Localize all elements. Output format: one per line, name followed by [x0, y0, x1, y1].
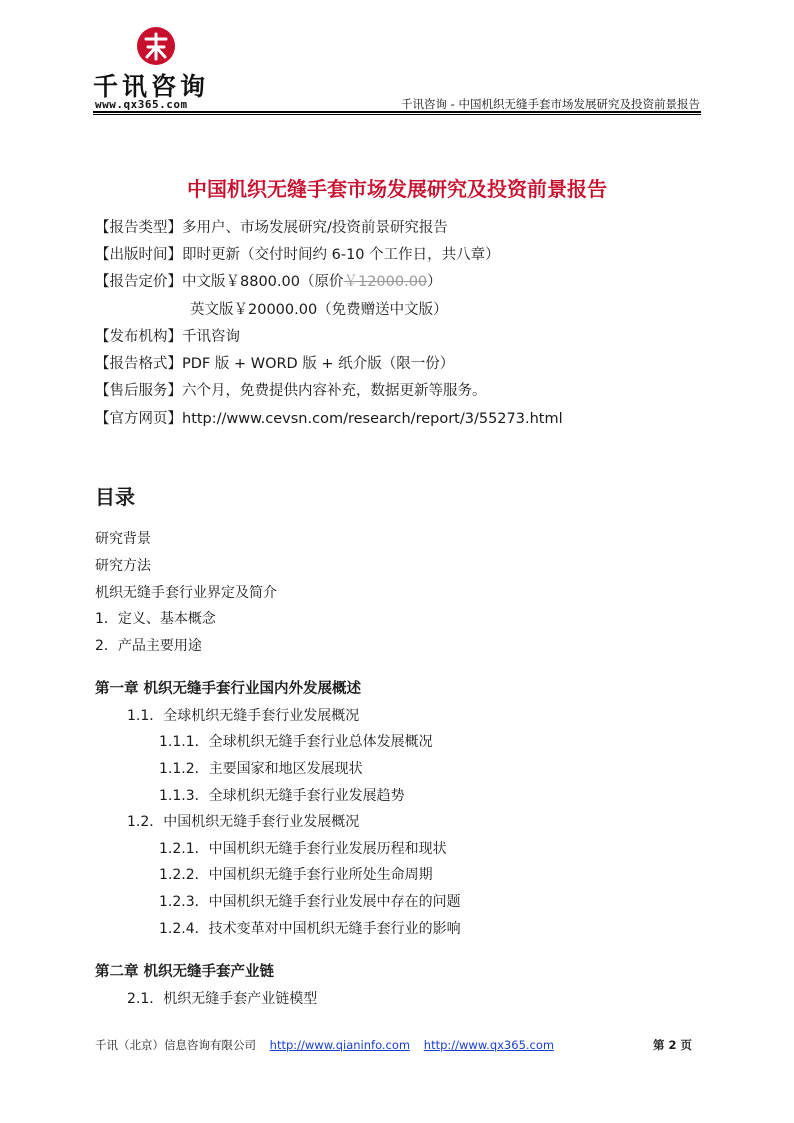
info-label: 【发布机构】 [95, 329, 182, 345]
info-label: 【售后服务】 [95, 383, 182, 399]
logo-seal-icon [136, 26, 176, 66]
price-close: ） [427, 274, 442, 290]
info-value: 六个月，免费提供内容补充，数据更新等服务。 [182, 383, 487, 399]
toc-subsection[interactable]: 1.2.3．中国机织无缝手套行业发展中存在的问题 [159, 894, 461, 910]
brand-url: www.qx365.com [95, 98, 188, 111]
info-value: PDF 版 + WORD 版 + 纸介版（限一份） [182, 356, 455, 372]
info-value: 即时更新（交付时间约 6-10 个工作日，共八章） [182, 247, 500, 263]
toc-section[interactable]: 2.1．机织无缝手套产业链模型 [127, 991, 318, 1007]
toc-item[interactable]: 2．产品主要用途 [95, 638, 202, 654]
info-value: 多用户、市场发展研究/投资前景研究报告 [182, 220, 448, 236]
report-title: 中国机织无缝手套市场发展研究及投资前景报告 [187, 177, 607, 201]
info-label: 【报告定价】 [95, 274, 182, 290]
toc-chapter[interactable]: 第二章 机织无缝手套产业链 [95, 964, 275, 980]
toc-heading: 目录 [95, 485, 135, 509]
info-label: 【出版时间】 [95, 247, 182, 263]
toc-section[interactable]: 1.2．中国机织无缝手套行业发展概况 [127, 814, 360, 830]
info-label: 【官方网页】 [95, 411, 182, 427]
toc-subsection[interactable]: 1.1.3．全球机织无缝手套行业发展趋势 [159, 788, 405, 804]
toc-item[interactable]: 研究背景 [95, 531, 151, 547]
toc-item[interactable]: 机织无缝手套行业界定及简介 [95, 585, 277, 601]
info-row-price [95, 272, 442, 292]
toc-subsection[interactable]: 1.2.2．中国机织无缝手套行业所处生命周期 [159, 867, 433, 883]
price-cn: 中文版￥8800.00（原价 [182, 274, 344, 290]
toc-subsection[interactable]: 1.2.1．中国机织无缝手套行业发展历程和现状 [159, 841, 447, 857]
footer [95, 1037, 554, 1053]
info-row-type [95, 218, 448, 238]
info-label: 【报告格式】 [95, 356, 182, 372]
brand-name: 千讯咨询 [93, 72, 210, 101]
info-row-price-en [190, 300, 448, 320]
header-title: 千讯咨询 - 中国机织无缝手套市场发展研究及投资前景报告 [401, 97, 700, 111]
toc-item[interactable]: 研究方法 [95, 558, 151, 574]
footer-company: 千讯（北京）信息咨询有限公司 [95, 1038, 256, 1052]
official-url[interactable]: http://www.cevsn.com/research/report/3/55273.html [182, 411, 563, 427]
toc-item[interactable]: 1．定义、基本概念 [95, 611, 216, 627]
toc-chapter[interactable]: 第一章 机织无缝手套行业国内外发展概述 [95, 681, 362, 697]
page-number: 第 2 页 [652, 1038, 692, 1052]
info-row-time [95, 245, 500, 265]
header-rule [93, 114, 701, 115]
info-row-org [95, 327, 240, 347]
price-en: 英文版￥20000.00（免费赠送中文版） [190, 302, 448, 318]
toc-subsection[interactable]: 1.2.4．技术变革对中国机织无缝手套行业的影响 [159, 921, 461, 937]
header-rule [93, 111, 701, 113]
footer-link-qx365[interactable]: http://www.qx365.com [423, 1038, 555, 1052]
info-row-format [95, 354, 454, 374]
info-value: 千讯咨询 [182, 329, 240, 345]
toc-section[interactable]: 1.1．全球机织无缝手套行业发展概况 [127, 708, 360, 724]
price-original: ￥12000.00 [343, 274, 428, 290]
info-row-web [95, 409, 563, 429]
footer-link-qianinfo[interactable]: http://www.qianinfo.com [269, 1038, 411, 1052]
toc-subsection[interactable]: 1.1.2．主要国家和地区发展现状 [159, 761, 363, 777]
info-label: 【报告类型】 [95, 220, 182, 236]
toc-subsection[interactable]: 1.1.1．全球机织无缝手套行业总体发展概况 [159, 734, 433, 750]
info-row-service [95, 381, 487, 401]
